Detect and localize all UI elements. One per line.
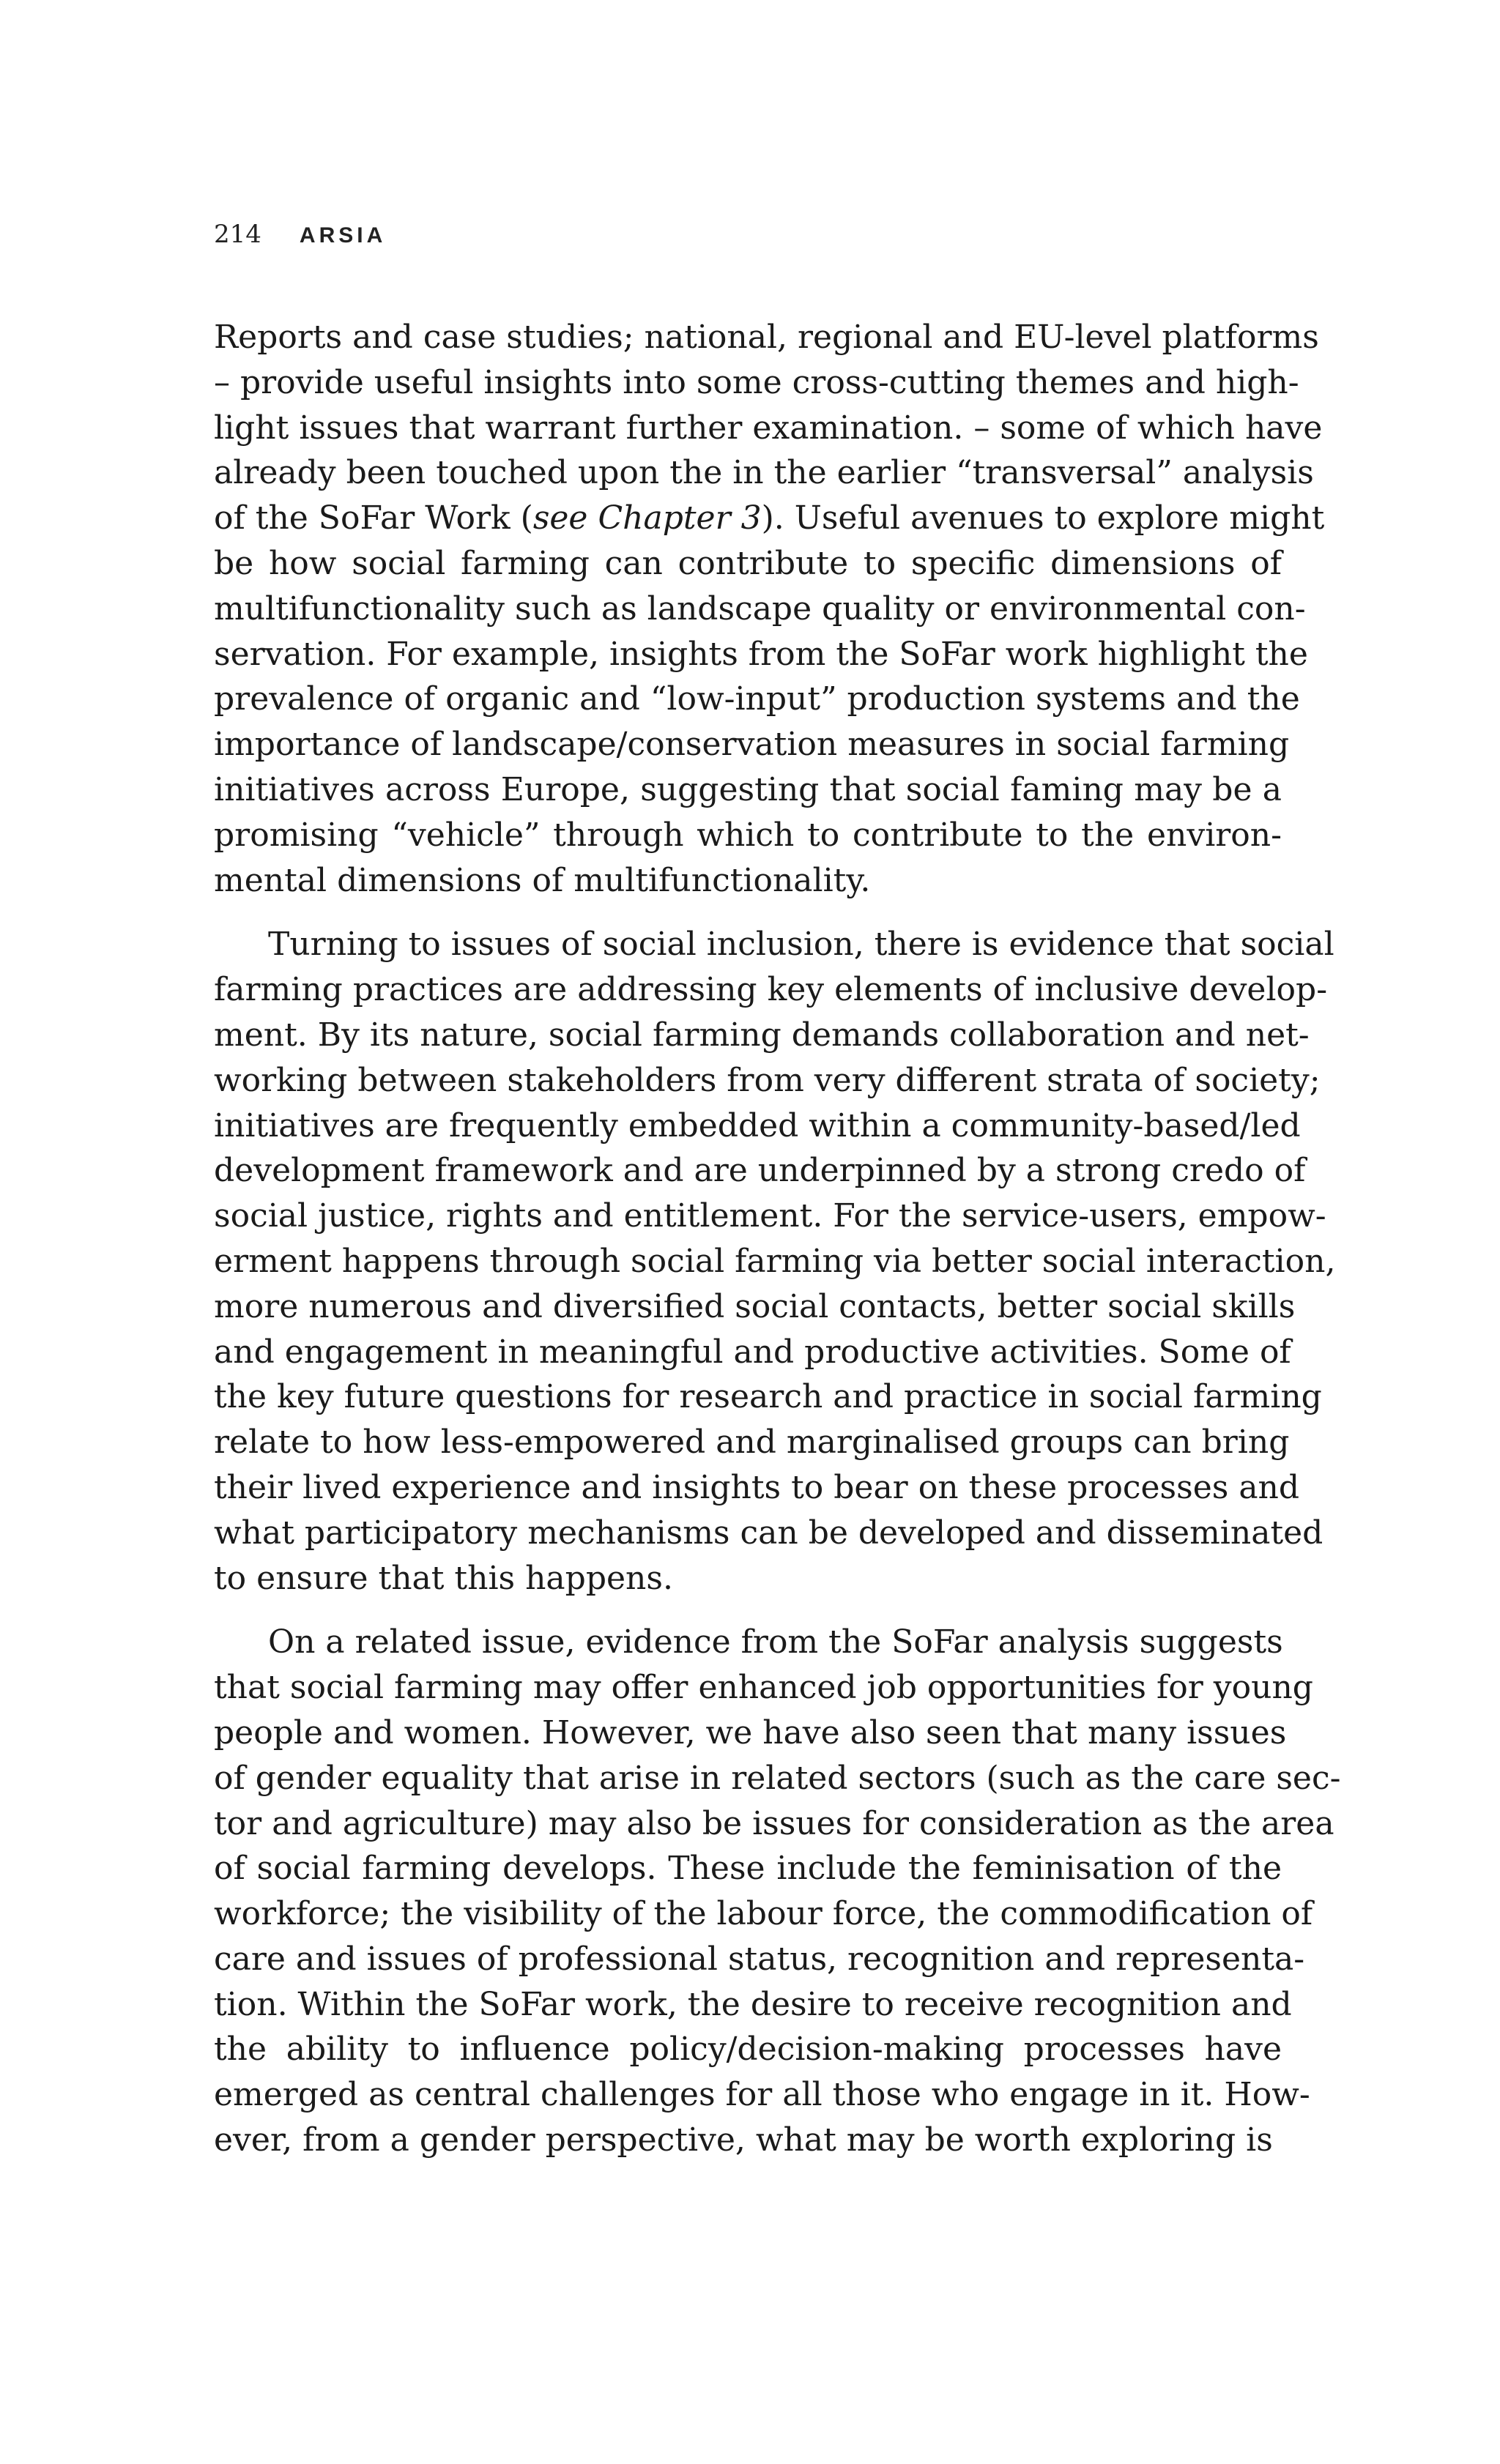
text-line: their lived experience and insights to bear on these processes and	[214, 1468, 1300, 1506]
text-line: light issues that warrant further examination. – some of which have	[214, 409, 1323, 447]
running-head-title: ARSIA	[299, 223, 387, 247]
text-line: of social farming develops. These include the feminisation of the	[214, 1850, 1282, 1888]
page-number: 214	[214, 220, 261, 249]
text-line: relate to how less-empowered and marginalised groups can bring	[214, 1423, 1290, 1462]
text-line: already been touched upon the in the earlier “transversal” analysis	[214, 454, 1314, 492]
text-line: the key future questions for research and practice in social farming	[214, 1378, 1322, 1416]
text-line: Turning to issues of social inclusion, there is evidence that social	[268, 926, 1334, 964]
text-line: and engagement in meaningful and productive activities. Some of	[214, 1333, 1291, 1371]
text-line: of the SoFar Work (see Chapter 3). Useful avenues to explore might	[214, 499, 1325, 537]
paragraph-1	[214, 315, 1325, 903]
text-line: tion. Within the SoFar work, the desire to receive recognition and	[214, 1985, 1292, 2023]
text-line: multifunctionality such as landscape quality or environmental con-	[214, 589, 1306, 628]
body-text	[214, 315, 1341, 2163]
text-line: – provide useful insights into some cross-cutting themes and high-	[214, 363, 1299, 401]
paragraph-2	[214, 922, 1336, 1601]
text-line: what participatory mechanisms can be developed and disseminated	[214, 1514, 1323, 1552]
text-line: to ensure that this happens.	[214, 1559, 673, 1597]
text-line: working between stakeholders from very different strata of society;	[214, 1061, 1321, 1099]
text-line: ever, from a gender perspective, what may be worth exploring is	[214, 2121, 1273, 2159]
text-line: servation. For example, insights from the SoFar work highlight the	[214, 635, 1308, 673]
text-line: that social farming may offer enhanced job opportunities for young	[214, 1669, 1313, 1707]
text-line: the ability to influence policy/decision-making processes have	[214, 2031, 1282, 2069]
text-line: tor and agriculture) may also be issues for consideration as the area	[214, 1804, 1334, 1842]
text-line: development framework and are underpinned by a strong credo of	[214, 1152, 1306, 1190]
paragraph-3	[214, 1620, 1341, 2163]
text-line: social justice, rights and entitlement. For the service-users, empow-	[214, 1197, 1326, 1235]
text-line: emerged as central challenges for all those who engage in it. How-	[214, 2076, 1310, 2114]
text-line: of gender equality that arise in related sectors (such as the care sec-	[214, 1759, 1341, 1797]
text-line: On a related issue, evidence from the SoFar analysis suggests	[268, 1623, 1283, 1661]
text-line: ment. By its nature, social farming demands collaboration and net-	[214, 1016, 1310, 1054]
text-line: prevalence of organic and “low-input” production systems and the	[214, 680, 1300, 718]
text-line: Reports and case studies; national, regional and EU-level platforms	[214, 319, 1319, 356]
text-line: mental dimensions of multifunctionality.	[214, 861, 871, 899]
text-line: care and issues of professional status, recognition and representa-	[214, 1940, 1305, 1978]
text-line: workforce; the visibility of the labour force, the commodification of	[214, 1895, 1313, 1933]
text-line: initiatives across Europe, suggesting that social faming may be a	[214, 770, 1282, 808]
running-head	[214, 220, 386, 256]
text-line: erment happens through social farming via better social interaction,	[214, 1242, 1336, 1280]
text-line: promising “vehicle” through which to contribute to the environ-	[214, 816, 1282, 854]
text-line: initiatives are frequently embedded within a community-based/led	[214, 1106, 1301, 1144]
text-line: more numerous and diversified social contacts, better social skills	[214, 1287, 1296, 1325]
text-line: be how social farming can contribute to specific dimensions of	[214, 544, 1282, 582]
text-line: farming practices are addressing key elements of inclusive develop-	[214, 971, 1328, 1009]
text-line: people and women. However, we have also seen that many issues	[214, 1713, 1287, 1752]
text-line: importance of landscape/conservation measures in social farming	[214, 726, 1290, 764]
